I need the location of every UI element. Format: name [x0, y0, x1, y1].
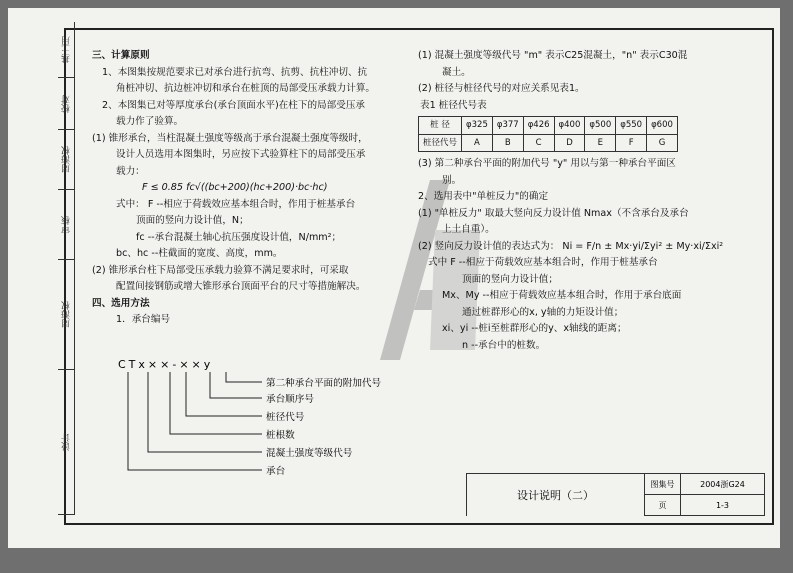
text-line: (1) 混凝土强度等级代号 "m" 表示C25混凝土，"n" 表示C30混	[418, 50, 688, 61]
signature-label: 基土用	[61, 36, 72, 63]
table-cell: G	[647, 134, 678, 152]
code-label: 桩径代号	[266, 412, 305, 423]
table-cell: φ400	[554, 117, 585, 135]
text-line: 顶面的竖向力设计值；	[462, 273, 558, 285]
left-column	[92, 48, 412, 329]
text-line: (2) 桩径与桩径代号的对应关系见表1。	[418, 83, 585, 94]
text-line: bc、hc --柱截面的宽度、高度，mm。	[116, 248, 283, 259]
signature-label: 审核	[61, 215, 72, 234]
text-line: 凝土。	[442, 66, 471, 78]
text-line: 2、本图集已对等厚度承台(承台顶面水平)在柱下的局部受压承	[102, 99, 366, 111]
sheet-title: 设计说明（二）	[467, 474, 645, 516]
signature-strip	[58, 22, 75, 515]
title-block	[466, 473, 765, 516]
text-line: (1) "单桩反力" 取最大竖向反力设计值 Nmax（不含承台及承台	[418, 207, 689, 219]
code-diagram	[112, 358, 392, 488]
table-cell: φ500	[585, 117, 616, 135]
table-cell: C	[523, 134, 554, 152]
page-number: 1-3	[681, 495, 765, 516]
table-cell: A	[462, 134, 493, 152]
text-line: 上土自重）。	[442, 224, 495, 235]
signature-label: 校对	[61, 94, 72, 113]
right-column	[418, 48, 763, 354]
code-text: CTx××-××y	[118, 358, 214, 371]
text-line: 式中 F --相应于荷载效应基本组合时，作用于桩基承台	[428, 257, 658, 268]
text-line: 载力：	[116, 165, 145, 177]
code-label: 混凝土强度等级代号	[266, 448, 353, 459]
code-label: 承台	[266, 466, 286, 477]
signature-cell	[58, 22, 74, 78]
text-line: 配置间接钢筋或增大锥形承台顶面平台的尺寸等措施解决。	[116, 281, 366, 292]
text-line: Mx、My --相应于荷载效应基本组合时，作用于承台底面	[442, 290, 682, 301]
table-title: 表1 桩径代号表	[420, 99, 487, 111]
atlas-number: 2004浙G24	[681, 474, 765, 495]
signature-cell	[58, 78, 74, 130]
text-line: 三、计算原则	[92, 50, 150, 61]
text-line: 式中： F --相应于荷载效应基本组合时，作用于桩基承台	[116, 198, 356, 210]
text-line: 设计人员选用本图集时，另应按下式验算柱下的局部受压承	[116, 149, 366, 160]
signature-cell	[58, 260, 74, 370]
text-line: 顶面的竖向力设计值，N；	[136, 215, 249, 226]
text-line: (2) 竖向反力设计值的表达式为： Ni = F/n ± Mx·yi/Σyi² ± My·xi/Σxi²	[418, 240, 724, 252]
atlas-label: 图集号	[645, 474, 681, 495]
text-line: (2) 锥形承台柱下局部受压承载力验算不满足要求时，可采取	[92, 264, 349, 276]
text-line: 1、本图集按规范要求已对承台进行抗弯、抗剪、抗柱冲切、抗	[102, 66, 368, 78]
text-line: 1．承台编号	[116, 314, 171, 325]
code-label: 桩根数	[266, 430, 295, 441]
code-label: 承台顺序号	[266, 394, 314, 405]
table-cell: F	[616, 134, 647, 152]
table-cell: E	[585, 134, 616, 152]
signature-cell	[58, 130, 74, 190]
signature-cell	[58, 190, 74, 260]
table-cell: φ325	[462, 117, 493, 135]
table-cell: φ377	[492, 117, 523, 135]
signature-label: 设计	[61, 433, 72, 451]
text-line: 2、选用表中"单桩反力"的确定	[418, 191, 549, 202]
table-cell: D	[554, 134, 585, 152]
text-line: 别。	[442, 174, 462, 186]
text-line: (3) 第二种承台平面的附加代号 "y" 用以与第一种承台平面区	[418, 158, 676, 169]
signature-label: 周海权	[61, 301, 72, 328]
text-line: (1) 锥形承台，当柱混凝土强度等级高于承台混凝土强度等级时，	[92, 132, 368, 144]
text-line: 角桩冲切、抗边桩冲切和承台在桩顶的局部受压承载力计算。	[116, 83, 376, 94]
table-cell: φ600	[647, 117, 678, 135]
table-cell: φ426	[523, 117, 554, 135]
text-line: xi、yi --桩i至桩群形心的y、x轴线的距离；	[442, 323, 627, 334]
text-line: 载力作了验算。	[116, 116, 184, 127]
code-label: 第二种承台平面的附加代号	[266, 378, 382, 389]
table-cell: B	[492, 134, 523, 152]
pile-diameter-table	[418, 116, 678, 152]
page-label: 页	[645, 495, 681, 516]
text-line: 通过桩群形心的x, y轴的力矩设计值；	[462, 306, 624, 318]
text-line: fc --承台混凝土轴心抗压强度设计值，N/mm²；	[136, 231, 342, 243]
table-cell: φ550	[616, 117, 647, 135]
text-line: n --承台中的桩数。	[462, 339, 546, 351]
signature-label: 周海权	[61, 146, 72, 173]
text-line: 四、选用方法	[92, 297, 150, 309]
signature-cell	[58, 370, 74, 515]
table-cell: 桩 径	[419, 117, 462, 135]
text-line: F ≤ 0.85 fc√((bc+200)(hc+200)·bc·hc)	[142, 182, 328, 193]
table-cell: 桩径代号	[419, 134, 462, 152]
